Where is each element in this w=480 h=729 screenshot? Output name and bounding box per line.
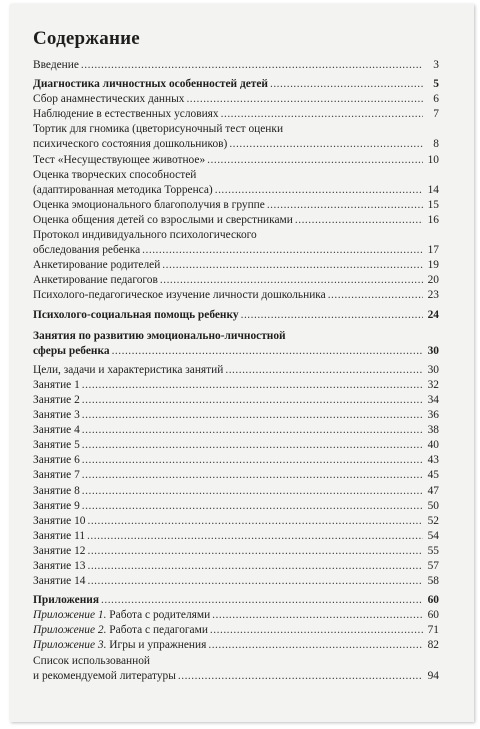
toc-entry-title bbox=[33, 308, 239, 323]
toc-entry-text: Анкетирование педагогов bbox=[33, 274, 158, 287]
toc-page-number: 34 bbox=[427, 393, 439, 406]
toc-title: Содержание bbox=[33, 28, 140, 49]
toc-entry-title bbox=[33, 408, 80, 423]
toc-entry-title bbox=[33, 529, 85, 544]
toc-entry[interactable] bbox=[33, 308, 439, 323]
dot-leader bbox=[225, 363, 423, 378]
toc-entry-text: Занятие 1 bbox=[33, 378, 80, 391]
toc-entry[interactable] bbox=[33, 258, 439, 273]
toc-entry-title bbox=[33, 288, 326, 303]
book-page bbox=[10, 4, 474, 722]
toc-entry-text: Занятие 12 bbox=[33, 544, 86, 557]
toc-entry-title bbox=[33, 393, 80, 408]
toc-entry-text: Работа с педагогами bbox=[109, 624, 208, 637]
toc-page-number: 20 bbox=[427, 274, 439, 287]
dot-leader bbox=[267, 198, 423, 213]
toc-entry[interactable] bbox=[33, 153, 439, 168]
toc-entry[interactable] bbox=[33, 393, 439, 408]
dot-leader bbox=[87, 544, 423, 559]
dot-leader bbox=[210, 623, 423, 638]
dot-leader bbox=[87, 529, 423, 544]
toc-entry[interactable] bbox=[33, 559, 439, 574]
toc-page-number: 43 bbox=[427, 454, 439, 467]
toc-entry-text: Занятие 3 bbox=[33, 409, 80, 422]
toc-entry-title bbox=[33, 107, 219, 122]
toc-page-number: 6 bbox=[433, 93, 439, 106]
dot-leader bbox=[82, 468, 423, 483]
toc-entry-text: Наблюдение в естественных условиях bbox=[33, 108, 219, 121]
toc-page-number: 60 bbox=[427, 609, 439, 622]
toc-entry-title bbox=[33, 344, 110, 359]
table-of-contents bbox=[33, 28, 439, 684]
toc-entry-text: Игры и упражнения bbox=[109, 639, 207, 652]
toc-page-number: 36 bbox=[427, 409, 439, 422]
dot-leader bbox=[162, 258, 423, 273]
dot-leader bbox=[208, 638, 423, 653]
toc-entry[interactable] bbox=[33, 273, 439, 288]
dot-leader bbox=[82, 378, 423, 393]
dot-leader bbox=[82, 438, 423, 453]
toc-entry-text: и рекомендуемой литературы bbox=[33, 669, 176, 682]
toc-entry-title bbox=[33, 574, 85, 589]
toc-page-number: 40 bbox=[427, 439, 439, 452]
toc-entry[interactable] bbox=[33, 198, 439, 213]
toc-page-number: 32 bbox=[427, 378, 439, 391]
toc-entry-title bbox=[33, 453, 80, 468]
dot-leader bbox=[87, 559, 423, 574]
dot-leader bbox=[87, 514, 423, 529]
toc-entry-title bbox=[33, 258, 160, 273]
toc-entry-prefix: Приложение 2. bbox=[33, 624, 107, 637]
toc-entry-text: Анкетирование родителей bbox=[33, 259, 161, 272]
toc-entry[interactable] bbox=[33, 484, 439, 499]
toc-entry-text: Психолого-педагогическое изучение личности дошкольника bbox=[33, 289, 326, 302]
toc-entry[interactable] bbox=[33, 654, 439, 684]
toc-entry-text: Занятие 13 bbox=[33, 560, 86, 572]
toc-entry-prefix: Приложение 3. bbox=[33, 639, 107, 652]
toc-entry[interactable] bbox=[33, 329, 439, 359]
toc-page-number: 54 bbox=[427, 529, 439, 542]
toc-entry-title bbox=[33, 378, 80, 393]
toc-entry-text: Цели, задачи и характеристика занятий bbox=[33, 363, 224, 376]
toc-entry-title bbox=[33, 137, 227, 152]
toc-entry[interactable] bbox=[33, 213, 439, 228]
dot-leader bbox=[82, 423, 423, 438]
toc-page-number: 58 bbox=[427, 575, 439, 588]
toc-entry-title bbox=[33, 544, 85, 559]
toc-page-number: 19 bbox=[427, 259, 439, 272]
toc-page-number: 7 bbox=[433, 108, 439, 121]
toc-page-number: 17 bbox=[427, 244, 439, 257]
toc-entry-title bbox=[33, 243, 140, 258]
toc-entry-text: Приложения bbox=[33, 594, 100, 607]
toc-entry[interactable] bbox=[33, 593, 439, 608]
toc-entry-text: (адаптированная методика Торренса) bbox=[33, 183, 213, 196]
toc-entry-title bbox=[33, 559, 85, 574]
toc-entry-title bbox=[33, 213, 293, 228]
toc-entry[interactable] bbox=[33, 608, 439, 623]
toc-page-number: 55 bbox=[427, 544, 439, 557]
toc-entry-line: Протокол индивидуального психологического bbox=[33, 229, 257, 242]
toc-entry[interactable] bbox=[33, 623, 439, 638]
toc-entry[interactable] bbox=[33, 363, 439, 378]
toc-entry-text: обследования ребенка bbox=[33, 244, 141, 257]
dot-leader bbox=[160, 273, 423, 288]
toc-entry[interactable] bbox=[33, 77, 439, 92]
toc-entry-text: Занятие 14 bbox=[33, 575, 86, 588]
toc-entry-line: Список использованной bbox=[33, 654, 150, 667]
toc-entry[interactable] bbox=[33, 92, 439, 107]
toc-page-number: 3 bbox=[433, 59, 439, 71]
toc-page-number: 24 bbox=[427, 308, 439, 321]
toc-entry-line: Занятия по развитию эмоционально-личностной bbox=[33, 329, 286, 342]
toc-entry[interactable] bbox=[33, 122, 439, 152]
toc-page-number: 50 bbox=[427, 499, 439, 512]
toc-entry-text: Оценка общения детей со взрослыми и сверстниками bbox=[33, 213, 293, 226]
dot-leader bbox=[270, 77, 423, 92]
toc-entry[interactable] bbox=[33, 544, 439, 559]
dot-leader bbox=[229, 137, 423, 152]
dot-leader bbox=[82, 408, 423, 423]
toc-entry-title bbox=[33, 484, 80, 499]
toc-page-number: 82 bbox=[427, 639, 439, 652]
toc-entry-title bbox=[33, 499, 80, 514]
toc-page-number: 47 bbox=[427, 484, 439, 497]
toc-page-number: 71 bbox=[427, 624, 439, 637]
dot-leader bbox=[241, 308, 423, 323]
toc-entry-title bbox=[33, 608, 210, 623]
toc-entry-text: Занятие 6 bbox=[33, 454, 80, 467]
toc-entry[interactable] bbox=[33, 499, 439, 514]
toc-entry-title bbox=[33, 623, 208, 638]
toc-page-number: 30 bbox=[427, 363, 439, 376]
toc-entry-text: Занятие 4 bbox=[33, 424, 80, 437]
toc-entry[interactable] bbox=[33, 423, 439, 438]
toc-entry-title bbox=[33, 468, 80, 483]
toc-entry[interactable] bbox=[33, 288, 439, 303]
toc-page-number: 10 bbox=[427, 153, 439, 166]
toc-entry[interactable] bbox=[33, 58, 439, 73]
toc-entry[interactable] bbox=[33, 107, 439, 122]
toc-entry-text: Сбор анамнестических данных bbox=[33, 93, 185, 106]
toc-page-number: 38 bbox=[427, 424, 439, 437]
toc-entry-title bbox=[33, 514, 85, 529]
toc-entry[interactable] bbox=[33, 638, 439, 653]
toc-entry-title bbox=[33, 438, 80, 453]
dot-leader bbox=[82, 484, 423, 499]
toc-entry-title bbox=[33, 92, 184, 107]
toc-entry-text: сферы ребенка bbox=[33, 344, 110, 357]
toc-entry-title bbox=[33, 198, 265, 213]
toc-entry[interactable] bbox=[33, 468, 439, 483]
toc-entry-text: Занятие 2 bbox=[33, 393, 80, 406]
toc-entry[interactable] bbox=[33, 378, 439, 393]
toc-entry-title bbox=[33, 669, 176, 684]
dot-leader bbox=[328, 288, 423, 303]
toc-page-number: 14 bbox=[427, 183, 439, 196]
toc-entry[interactable] bbox=[33, 453, 439, 468]
toc-entry-title bbox=[33, 153, 205, 168]
toc-entry[interactable] bbox=[33, 408, 439, 423]
toc-entry[interactable] bbox=[33, 168, 439, 198]
toc-entry-title bbox=[33, 638, 206, 653]
toc-entry[interactable] bbox=[33, 529, 439, 544]
toc-entry-title bbox=[33, 273, 158, 288]
toc-page-number: 45 bbox=[427, 469, 439, 482]
toc-entry-text: Диагностика личностных особенностей детей bbox=[33, 78, 268, 91]
dot-leader bbox=[87, 574, 423, 589]
dot-leader bbox=[295, 213, 423, 228]
toc-page-number: 8 bbox=[433, 138, 439, 151]
toc-page-number: 57 bbox=[427, 560, 439, 572]
toc-page-number: 60 bbox=[427, 594, 439, 607]
dot-leader bbox=[82, 393, 423, 408]
dot-leader bbox=[112, 344, 423, 359]
toc-entry-line: Тортик для гномика (цветорисуночный тест оценки bbox=[33, 123, 284, 136]
dot-leader bbox=[82, 499, 423, 514]
toc-entry-text: Работа с родителями bbox=[109, 609, 211, 622]
toc-page-number: 30 bbox=[427, 344, 439, 357]
dot-leader bbox=[81, 58, 423, 73]
toc-entry-text: Занятие 8 bbox=[33, 484, 80, 497]
toc-entry-text: Занятие 5 bbox=[33, 439, 80, 452]
toc-entry-text: Оценка эмоционального благополучия в группе bbox=[33, 198, 265, 211]
toc-entry[interactable] bbox=[33, 228, 439, 258]
toc-entry-title bbox=[33, 363, 223, 378]
toc-entry-text: Занятие 9 bbox=[33, 499, 80, 512]
toc-entry-text: Занятие 11 bbox=[33, 529, 86, 542]
toc-entry-text: Тест «Несуществующее животное» bbox=[33, 153, 206, 166]
toc-page-number: 15 bbox=[427, 198, 439, 211]
dot-leader bbox=[101, 593, 423, 608]
toc-entry[interactable] bbox=[33, 514, 439, 529]
toc-page-number: 52 bbox=[427, 514, 439, 527]
toc-entry-text: психического состояния дошкольников) bbox=[33, 138, 228, 151]
toc-page-number: 23 bbox=[427, 289, 439, 302]
dot-leader bbox=[212, 608, 423, 623]
toc-entry-line: Оценка творческих способностей bbox=[33, 168, 197, 181]
toc-page-number: 94 bbox=[427, 669, 439, 682]
toc-entry-title bbox=[33, 183, 213, 198]
dot-leader bbox=[207, 153, 423, 168]
dot-leader bbox=[221, 107, 423, 122]
toc-entry-text: Занятие 10 bbox=[33, 514, 86, 527]
toc-entry[interactable] bbox=[33, 574, 439, 589]
dot-leader bbox=[186, 92, 423, 107]
toc-entry-prefix: Приложение 1. bbox=[33, 609, 107, 622]
toc-page-number: 5 bbox=[433, 78, 439, 91]
toc-entry[interactable] bbox=[33, 438, 439, 453]
dot-leader bbox=[82, 453, 423, 468]
toc-entry-title bbox=[33, 77, 268, 92]
toc-entry-text: Введение bbox=[33, 59, 79, 71]
toc-entries bbox=[33, 58, 439, 684]
toc-entry-title bbox=[33, 593, 99, 608]
dot-leader bbox=[215, 183, 423, 198]
dot-leader bbox=[178, 669, 423, 684]
toc-entry-title bbox=[33, 423, 80, 438]
toc-page-number: 16 bbox=[427, 213, 439, 226]
toc-entry-text: Занятие 7 bbox=[33, 469, 80, 482]
toc-entry-text: Психолого-социальная помощь ребенку bbox=[33, 308, 239, 321]
dot-leader bbox=[142, 243, 423, 258]
toc-entry-title bbox=[33, 58, 79, 73]
